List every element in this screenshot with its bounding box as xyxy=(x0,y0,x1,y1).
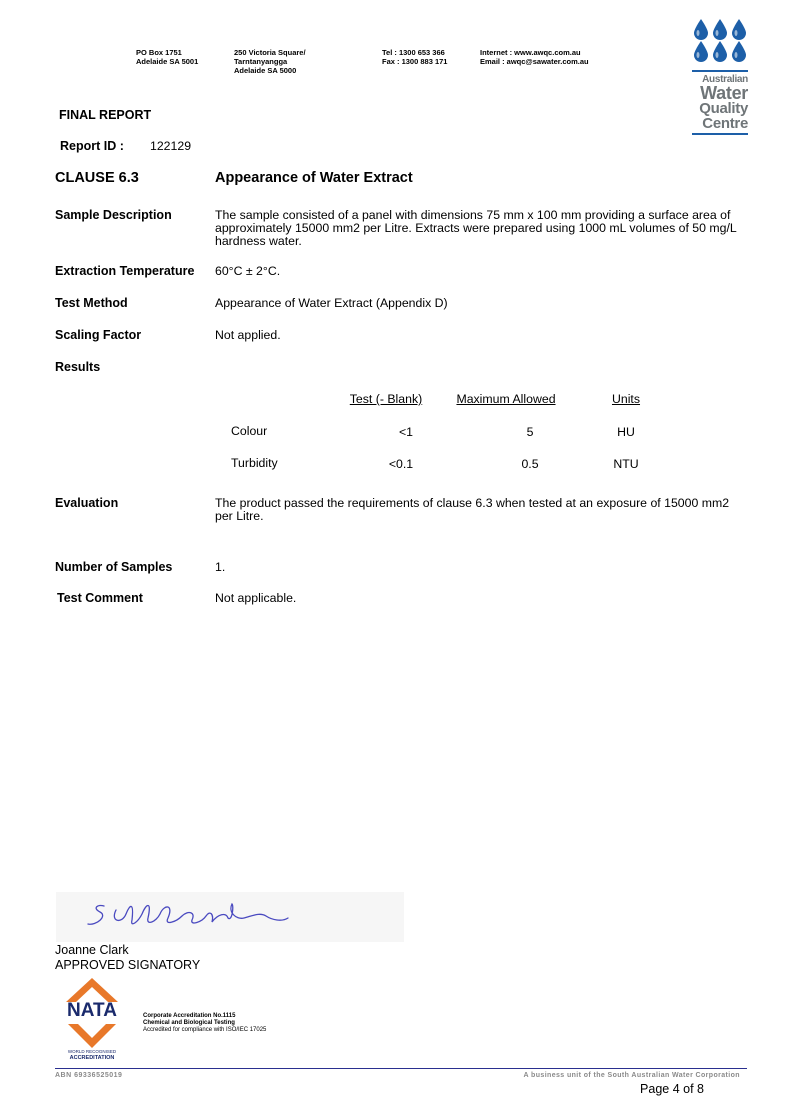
test-method-value: Appearance of Water Extract (Appendix D) xyxy=(215,296,448,310)
row-colour-test: <1 xyxy=(398,425,414,439)
logo-word-australian: Australian xyxy=(702,74,748,85)
number-of-samples-label: Number of Samples xyxy=(55,560,173,574)
footer-business-unit: A business unit of the South Australian Water Corporation xyxy=(523,1072,740,1079)
report-heading: FINAL REPORT xyxy=(59,108,152,122)
row-colour-units: HU xyxy=(617,425,635,439)
web-email: Internet : www.awqc.com.au Email : awqc@sawater.com.au xyxy=(480,48,589,66)
col-header-units: Units xyxy=(611,392,641,406)
awqc-logo xyxy=(692,18,748,142)
evaluation-value: The product passed the requirements of clause 6.3 when tested at an exposure of 15000 mm2 per Litre. xyxy=(215,496,730,523)
sample-description-label: Sample Description xyxy=(55,208,172,222)
logo-word-centre: Centre xyxy=(702,115,748,132)
nata-accreditation-word: ACCREDITATION xyxy=(69,1055,115,1061)
signature-box xyxy=(56,892,404,942)
water-drops-icon xyxy=(692,18,748,64)
logo-word-water: Water xyxy=(700,83,748,103)
accreditation-number: Corporate Accreditation No.1115 xyxy=(143,1013,236,1019)
handwritten-signature xyxy=(56,892,404,942)
row-turbidity-units: NTU xyxy=(613,457,639,471)
accreditation-compliance: Accredited for compliance with ISO/IEC 17025 xyxy=(143,1027,267,1033)
extraction-temperature-value: 60°C ± 2°C. xyxy=(215,264,281,278)
nata-logo xyxy=(58,978,126,1066)
row-turbidity-max: 0.5 xyxy=(521,457,539,471)
test-method-label: Test Method xyxy=(55,296,128,310)
accreditation-scope: Chemical and Biological Testing xyxy=(143,1020,235,1026)
scaling-factor-label: Scaling Factor xyxy=(55,328,142,342)
phone-fax: Tel : 1300 653 366 Fax : 1300 883 171 xyxy=(382,48,448,66)
scaling-factor-value: Not applied. xyxy=(215,328,281,342)
col-header-test: Test (- Blank) xyxy=(349,392,423,406)
signatory-title: APPROVED SIGNATORY xyxy=(55,958,201,972)
test-comment-label: Test Comment xyxy=(57,591,143,605)
evaluation-label: Evaluation xyxy=(55,496,119,510)
logo-word-quality: Quality xyxy=(699,100,748,117)
row-colour-max: 5 xyxy=(526,425,534,439)
logo-rule-bottom xyxy=(692,133,748,135)
report-id-label: Report ID : xyxy=(60,139,124,153)
col-header-max: Maximum Allowed xyxy=(456,392,556,406)
clause-number: CLAUSE 6.3 xyxy=(55,170,139,186)
page-number: Page 4 of 8 xyxy=(640,1082,704,1096)
report-id-value: 122129 xyxy=(150,139,192,153)
row-turbidity-name: Turbidity xyxy=(231,456,278,470)
street-address: 250 Victoria Square/ Tarntanyangga Adelaide SA 5000 xyxy=(234,48,306,75)
sample-description-value: The sample consisted of a panel with dimensions 75 mm x 100 mm providing a surface area of approximately 15000 mm2 per Litre. Extracts were prepared using 1000 mL volumes of 50 mg/L hardness water. xyxy=(215,208,737,248)
number-of-samples-value: 1. xyxy=(215,560,226,574)
clause-title: Appearance of Water Extract xyxy=(215,170,413,186)
test-comment-value: Not applicable. xyxy=(215,591,297,605)
extraction-temperature-label: Extraction Temperature xyxy=(55,264,195,278)
footer-abn: ABN 69336525019 xyxy=(55,1072,123,1079)
footer-rule xyxy=(55,1068,747,1069)
results-label: Results xyxy=(55,360,101,374)
row-colour-name: Colour xyxy=(231,424,268,438)
logo-rule-top xyxy=(692,70,748,72)
nata-world-recognised: WORLD RECOGNISED xyxy=(67,1049,117,1054)
po-box-address: PO Box 1751 Adelaide SA 5001 xyxy=(136,48,199,66)
signatory-name: Joanne Clark xyxy=(55,943,129,957)
row-turbidity-test: <0.1 xyxy=(388,457,414,471)
nata-wordmark: NATA xyxy=(67,1000,117,1021)
